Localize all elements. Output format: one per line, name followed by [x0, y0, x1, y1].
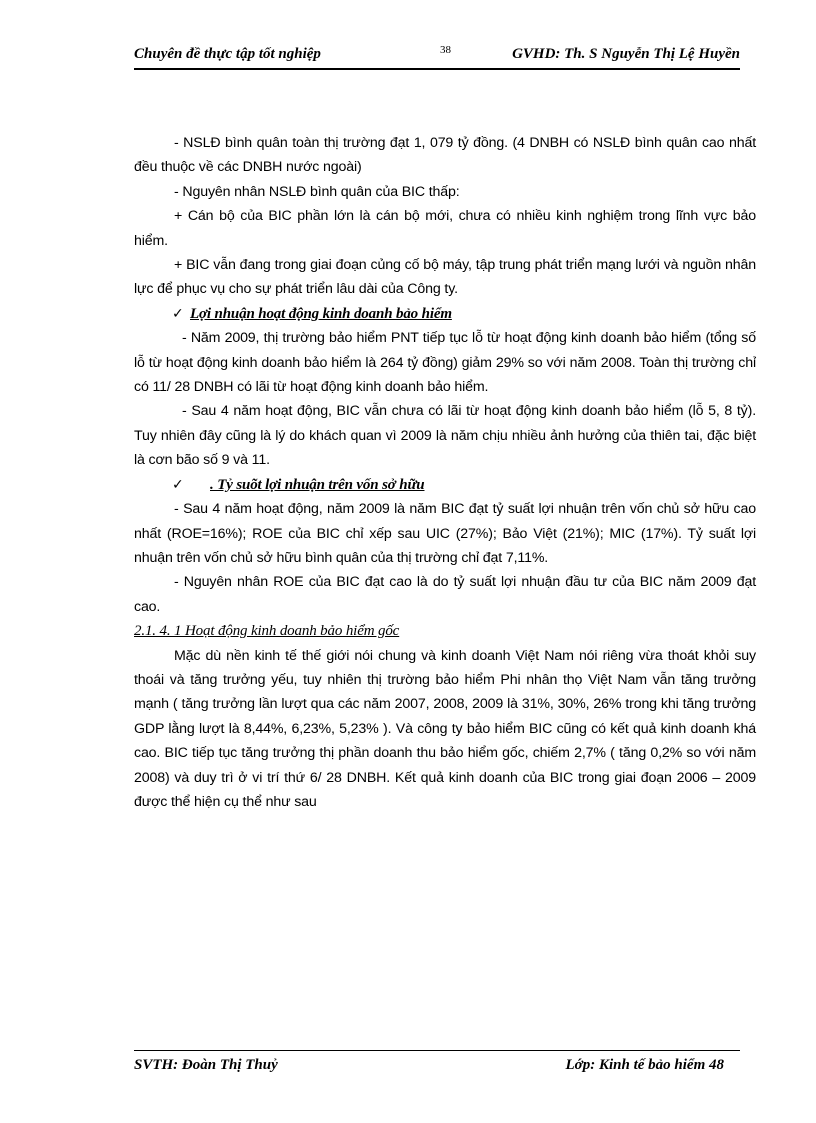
checkmark-icon: ✓	[172, 476, 184, 493]
footer-class: Lớp: Kinh tế bảo hiểm 48	[565, 1057, 724, 1073]
header-advisor: GVHD: Th. S Nguyễn Thị Lệ Huyền	[512, 46, 740, 62]
paragraph: - Sau 4 năm hoạt động, năm 2009 là năm BIC đạt tỷ suất lợi nhuận trên vốn chủ sở hữu cao nhất (ROE=16%); ROE của BIC chỉ xếp sau UIC (27%); Bảo Việt (21%); MIC (17%). Tỷ suất lợi nhuận trên vốn chủ sở hữu bình quân của thị trường chỉ đạt 7,11%.	[134, 501, 756, 566]
document-body	[134, 131, 756, 814]
header-title: Chuyên đề thực tập tốt nghiệp	[134, 46, 321, 62]
page-header	[134, 44, 740, 70]
paragraph: + Cán bộ của BIC phần lớn là cán bộ mới, chưa có nhiều kinh nghiệm trong lĩnh vực bảo hiểm.	[134, 208, 756, 249]
checkmark-icon: ✓	[172, 305, 184, 322]
heading-profit	[134, 302, 756, 326]
paragraph: - Năm 2009, thị trường bảo hiểm PNT tiếp tục lỗ từ hoạt động kinh doanh bảo hiểm (tổng số lỗ từ hoạt động kinh doanh bảo hiểm là 264 tỷ đồng) giảm 29% so với năm 2008. Toàn thị trường chỉ có 11/ 28 DNBH có lãi từ hoạt động kinh doanh bảo hiểm.	[134, 330, 756, 396]
heading-roe-text: . Tỷ suõt lợi nhuận trên vốn sở hữu	[210, 476, 425, 493]
paragraph: - NSLĐ bình quân toàn thị trường đạt 1, 079 tỷ đồng. (4 DNBH có NSLĐ bình quân cao nhất đều thuộc về các DNBH nước ngoài)	[134, 135, 756, 176]
paragraph: + BIC vẫn đang trong giai đoạn củng cố bộ máy, tập trung phát triển mạng lưới và nguồn nhân lực để phục vụ cho sự phát triển lâu dài của Công ty.	[134, 257, 756, 298]
heading-profit-text: Lợi nhuận hoạt động kinh doanh bảo hiểm	[190, 305, 452, 322]
paragraph: - Nguyên nhân ROE của BIC đạt cao là do tỷ suất lợi nhuận đầu tư của BIC năm 2009 đạt cao.	[134, 574, 756, 615]
paragraph: Mặc dù nền kinh tế thế giới nói chung và kinh doanh Việt Nam nói riêng vừa thoát khỏi suy thoái và tăng trưởng yếu, tuy nhiên thị trường bảo hiểm Phi nhân thọ Việt Nam vẫn tăng trưởng mạnh ( tăng trưởng lần lượt qua các năm 2007, 2008, 2009 là 31%, 30%, 26% trong khi tăng trưởng GDP lằng lượt là 8,44%, 6,23%, 5,23% ). Và công ty bảo hiểm BIC cũng có kết quả kinh doanh khá cao. BIC tiếp tục tăng trưởng thị phần doanh thu bảo hiểm gốc, chiếm 2,7% ( tăng 0,2% so với năm 2008) và duy trì ở vi trí thứ 6/ 28 DNBH. Kết quả kinh doanh của BIC trong giai đoạn 2006 – 2009 được thể hiện cụ thể như sau	[134, 647, 756, 810]
paragraph: - Nguyên nhân NSLĐ bình quân của BIC thấp:	[174, 183, 460, 200]
page-footer	[134, 1050, 740, 1081]
paragraph: - Sau 4 năm hoạt động, BIC vẫn chưa có lãi từ hoạt động kinh doanh bảo hiểm (lỗ 5, 8 tỷ). Tuy nhiên đây cũng là lý do khách quan vì 2009 là năm chịu nhiều ảnh hưởng của thiên tai, đặc biệt là cơn bão số 9 và 11.	[134, 403, 756, 469]
page-number: 38	[440, 44, 451, 56]
footer-student: SVTH: Đoàn Thị Thuỷ	[134, 1057, 278, 1073]
heading-roe	[134, 473, 756, 497]
section-heading: 2.1. 4. 1 Hoạt động kinh doanh bảo hiểm gốc	[134, 623, 400, 640]
